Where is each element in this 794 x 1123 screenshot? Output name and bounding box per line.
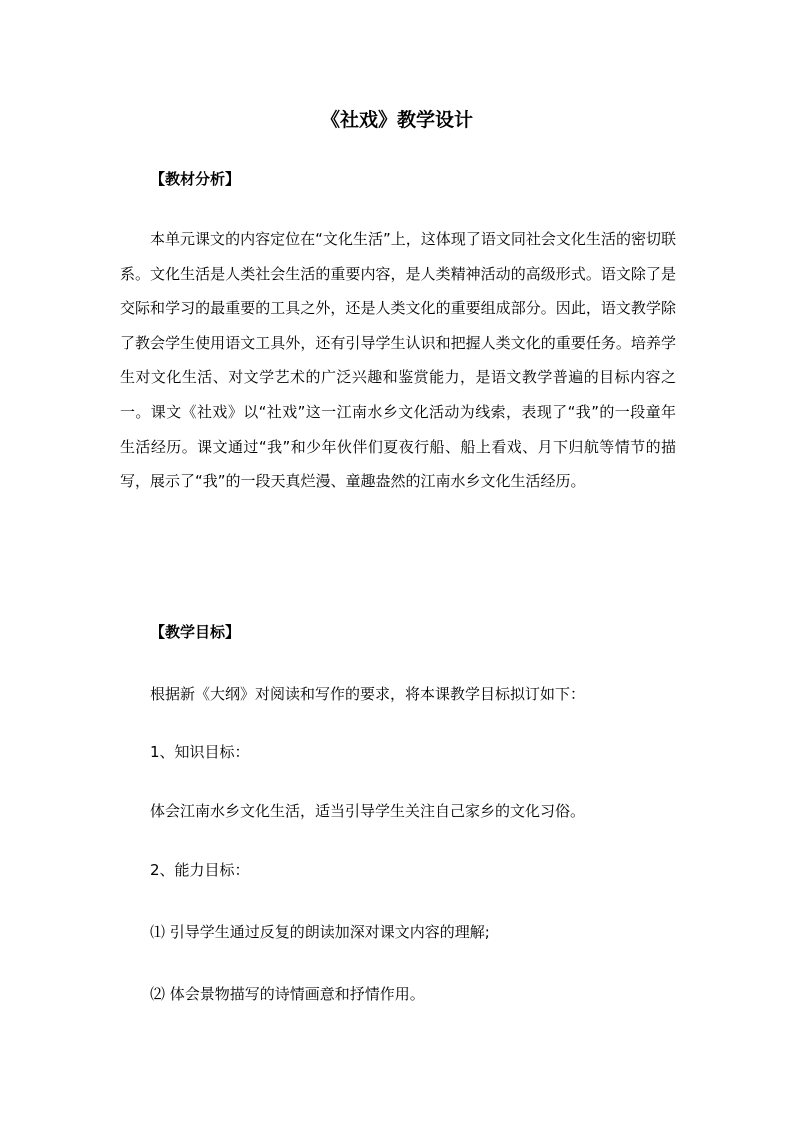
knowledge-goal-text: 体会江南水乡文化生活，适当引导学生关注自己家乡的文化习俗。 [150,802,586,820]
ability-goal-item-1: ⑴ 引导学生通过反复的朗读加深对课文内容的理解; [150,923,490,941]
document-title: 《社戏》教学设计 [320,109,473,131]
section-heading-material-analysis: 【教材分析】 [150,170,241,188]
ability-goal-heading: 2、能力目标： [150,861,250,879]
knowledge-goal-heading: 1、知识目标： [150,743,250,761]
material-analysis-paragraph: 本单元课文的内容定位在“文化生活”上，这体现了语文同社会文化生活的密切联系。文化生活是人类社会生活的重要内容，是人类精神活动的高级形式。语文除了是交际和学习的最重要的工具之外，还是人类文化的重要组成部分。因此，语文教学除了教会学生使用语文工具外，还有引导学生认识和把握人类文化的重要任务。培养学生对文化生活、对文学艺术的广泛兴趣和鉴赏能力，是语文教学普遍的目标内容之一。课文《社戏》以“社戏”这一江南水乡文化活动为线索，表现了“我”的一段童年生活经历。课文通过“我”和少年伙伴们夏夜行船、船上看戏、月下归航等情节的描写，展示了“我”的一段天真烂漫、童趣盎然的江南水乡文化生活经历。 [120,230,676,491]
ability-goal-item-2: ⑵ 体会景物描写的诗情画意和抒情作用。 [150,985,425,1003]
goals-intro-line: 根据新《大纲》对阅读和写作的要求，将本课教学目标拟订如下： [150,685,586,703]
section-heading-teaching-goals: 【教学目标】 [150,623,241,641]
